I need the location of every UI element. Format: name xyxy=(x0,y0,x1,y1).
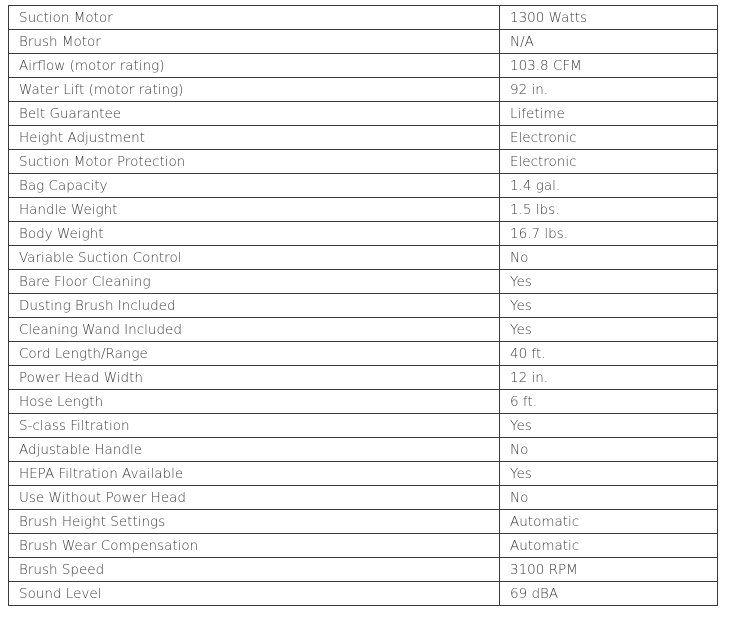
spec-row xyxy=(9,6,718,30)
spec-row xyxy=(9,390,718,414)
spec-row xyxy=(9,222,718,246)
spec-label: Airflow (motor rating) xyxy=(9,54,500,78)
spec-table xyxy=(8,5,718,606)
spec-label: Cord Length/Range xyxy=(9,342,500,366)
spec-row xyxy=(9,318,718,342)
spec-value: Automatic xyxy=(500,510,718,534)
spec-label: Belt Guarantee xyxy=(9,102,500,126)
spec-row xyxy=(9,558,718,582)
spec-value: No xyxy=(500,246,718,270)
spec-row xyxy=(9,366,718,390)
spec-value: No xyxy=(500,486,718,510)
spec-value: No xyxy=(500,438,718,462)
spec-row xyxy=(9,534,718,558)
spec-value: Automatic xyxy=(500,534,718,558)
spec-label: Dusting Brush Included xyxy=(9,294,500,318)
spec-value: N/A xyxy=(500,30,718,54)
spec-table-body xyxy=(9,6,718,606)
spec-row xyxy=(9,30,718,54)
spec-label: Bare Floor Cleaning xyxy=(9,270,500,294)
spec-label: Suction Motor xyxy=(9,6,500,30)
spec-value: 1.4 gal. xyxy=(500,174,718,198)
spec-value: Yes xyxy=(500,414,718,438)
spec-value: 12 in. xyxy=(500,366,718,390)
spec-value: Yes xyxy=(500,462,718,486)
spec-label: Power Head Width xyxy=(9,366,500,390)
spec-value: 103.8 CFM xyxy=(500,54,718,78)
spec-label: HEPA Filtration Available xyxy=(9,462,500,486)
spec-value: Yes xyxy=(500,270,718,294)
spec-row xyxy=(9,438,718,462)
spec-row xyxy=(9,510,718,534)
spec-row xyxy=(9,414,718,438)
spec-value: Yes xyxy=(500,318,718,342)
spec-row xyxy=(9,342,718,366)
spec-value: Lifetime xyxy=(500,102,718,126)
spec-label: Body Weight xyxy=(9,222,500,246)
spec-value: 1.5 lbs. xyxy=(500,198,718,222)
spec-row xyxy=(9,270,718,294)
spec-label: Bag Capacity xyxy=(9,174,500,198)
spec-label: Brush Motor xyxy=(9,30,500,54)
spec-label: Variable Suction Control xyxy=(9,246,500,270)
spec-label: Adjustable Handle xyxy=(9,438,500,462)
spec-label: Height Adjustment xyxy=(9,126,500,150)
spec-label: Brush Wear Compensation xyxy=(9,534,500,558)
spec-value: Yes xyxy=(500,294,718,318)
spec-value: 3100 RPM xyxy=(500,558,718,582)
spec-row xyxy=(9,462,718,486)
spec-row xyxy=(9,486,718,510)
spec-label: Use Without Power Head xyxy=(9,486,500,510)
spec-row xyxy=(9,174,718,198)
spec-label: Hose Length xyxy=(9,390,500,414)
spec-label: Water Lift (motor rating) xyxy=(9,78,500,102)
spec-label: Brush Height Settings xyxy=(9,510,500,534)
spec-value: 1300 Watts xyxy=(500,6,718,30)
spec-label: S-class Filtration xyxy=(9,414,500,438)
spec-row xyxy=(9,150,718,174)
spec-row xyxy=(9,78,718,102)
spec-value: Electronic xyxy=(500,150,718,174)
spec-label: Handle Weight xyxy=(9,198,500,222)
spec-label: Suction Motor Protection xyxy=(9,150,500,174)
spec-value: 92 in. xyxy=(500,78,718,102)
spec-row xyxy=(9,294,718,318)
spec-row xyxy=(9,198,718,222)
spec-row xyxy=(9,126,718,150)
spec-row xyxy=(9,54,718,78)
spec-value: 16.7 lbs. xyxy=(500,222,718,246)
spec-label: Cleaning Wand Included xyxy=(9,318,500,342)
spec-label: Brush Speed xyxy=(9,558,500,582)
spec-row xyxy=(9,102,718,126)
spec-row xyxy=(9,246,718,270)
spec-value: 69 dBA xyxy=(500,582,718,606)
spec-value: Electronic xyxy=(500,126,718,150)
spec-row xyxy=(9,582,718,606)
spec-label: Sound Level xyxy=(9,582,500,606)
spec-value: 6 ft. xyxy=(500,390,718,414)
spec-value: 40 ft. xyxy=(500,342,718,366)
